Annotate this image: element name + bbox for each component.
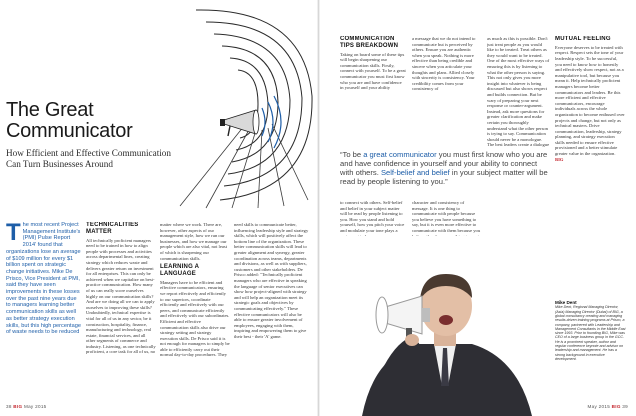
subhead-communication-tips: COMMUNICATION TIPS BREAKDOWN (340, 36, 399, 49)
subhead-learning-language: LEARNING A LANGUAGE (160, 264, 199, 277)
article-title (6, 100, 186, 142)
footer-brand-right: BIG (611, 404, 621, 409)
title-line-1: The Great (6, 99, 94, 121)
bio-text: Mike Dent, Regional Managing Director, (Asia) Managing Director (Dubai) of BIG, a global consultancy creating and managing results-driven training programs at Prisco, a company, partnered with Leadership and Management Consultants in the Middle East since 1993. Prior to founding BIG, Mike was CEO of a large business group in the GCC. He is a prominent speaker, author and regular conference keynote and advisor on leadership and management. He has a strong background in executive development. (555, 305, 626, 361)
lead-text: he most recent Project Management Institute's (PMI) Pulse Report 2014' found that organizations lose an average of $109 million for every $1 billion spent on strategic change initiatives. Mike De Prisco, Vice President at PMI, said they have seen improvements in these losses over the past nine years due to managers learning better communication skills as well as better strategy execution skills, but this high percentage of waste needs to be reduced (6, 222, 81, 336)
body-paragraph: as much as this is possible. Don't just treat people as you would like to be treated. Treat others as they would want to be treated. One of the most effective ways of ensuring this is by listening to what the other person is saying. This not only gives you more insight into whatever is being discussed but also shows respect and builds connection. But be wary of preparing your next response or counter-argument. Instead, ask more questions for greater clarification and make certain you thoroughly understand what the other person is trying to say. Communication should never be a monologue. The best leaders create a dialogue (487, 36, 550, 148)
megaphone-photo (322, 236, 548, 416)
quote-end: in your subject matter will be read by people listening to you.” (340, 168, 548, 186)
footer-right (587, 404, 628, 409)
body-paragraph: matter where we work. There are, however, other aspects of our management style, how we run our businesses, and how we manage our people which are also vital, not least of which is sharpening our communication skills. (160, 222, 227, 261)
quote-open: “To be (340, 150, 364, 159)
body-column-2 (86, 222, 156, 402)
article-standfirst: How Efficient and Effective Communication Can Turn Businesses Around (6, 148, 171, 169)
body-column-4 (234, 222, 310, 402)
dropcap: T (6, 222, 21, 246)
body-paragraph (555, 45, 625, 162)
article-headline (6, 100, 186, 169)
body-paragraph: All technically proficient managers need to be trained in how to align people with processes and activities across departmental lines, creating strategy which reduces waste and delivers greater return on investment for all enterprises. This can only be achieved when we capitalize on best-practice communication. How many of us can really score ourselves highly on our communication skills? And are we doing all we can to apply ourselves to improving these skills? Undoubtedly, technical expertise is vital for all of us in any sector, be it construction, hospitality, finance, manufacturing and technology, real estate, financial services, and all other segments of commerce and industry. Listening, as one technically proficient, a core task for all of us, no (86, 237, 156, 355)
footer-month-right: May 2015 (587, 404, 611, 409)
right-column-1 (340, 36, 406, 148)
title-line-2: Communicator (6, 120, 133, 142)
body-column-3 (160, 222, 230, 402)
body-paragraph: Managers have to be efficient and effective communicators, ensuring we report effectively and efficiently to our superiors, coordinate efficiently and effectively with our peers, and communicate efficiently and effectively with our subordinates. Efficient and effective communication skills also drive our strategy setting and strategy execution skills. De Prisco said it is not enough for managers to simply be able to efficiently carry out their normal day-to-day procedures. They (160, 279, 230, 358)
quote-highlight-2: Self-belief and belief (380, 168, 450, 177)
quote-highlight-1: a great communicator (363, 150, 437, 159)
author-bio (555, 300, 627, 400)
lead-paragraph (6, 222, 81, 336)
right-column-2 (412, 36, 482, 148)
footer-month-left: May 2015 (23, 404, 47, 409)
subhead-mutual-feeling: MUTUAL FEELING (555, 36, 611, 42)
right-column-4 (555, 36, 625, 286)
body-paragraph: character and consistency of message. It is one thing to communicate with people because you believe you have something to say, but it is even more effective to communicate with them because you (412, 200, 481, 233)
footer-brand-left: BIG (13, 404, 23, 409)
footer-left (6, 404, 47, 409)
pull-quote (340, 150, 550, 186)
subhead-technicalities: TECHNICALITIES MATTER (86, 222, 139, 235)
body-paragraph: a message that we do not intend to communicate but is perceived by others. Ensure you are authentic when you speak. Nothing is more effective than being credible and sincere when you articulate your thoughts and plans. Allied closely with sincerity is consistency. Your credibility comes from your consistency of (412, 36, 476, 92)
body-paragraph: Taking on board some of these tips will begin sharpening our communication skills. Firstly, connect with yourself. To be a great communicator you must first know who you are and have confidence in yourself and your ability (340, 51, 406, 91)
body-paragraph: to connect with others. Self-belief and belief in your subject matter will be read by people listening to you. How you stand and hold yourself, how you pitch your voice and modulate your tone plays a (340, 200, 405, 233)
page-number-left: 38 (6, 404, 12, 409)
lead-column (6, 222, 81, 402)
right-column-3 (487, 36, 550, 148)
body-text: Everyone deserves to be treated with respect. Respect sets the tone of your leadership style. To be successful, you need to know how to honestly and effectively show respect, not as a manipulative tool, but because you mean it. Help technically proficient managers become better communicators and leaders. Be this more efficient and effective communicators, encourage individuals across the whole organization to become enthused over projects and change, but not only as technical masters. Drive communication, leadership, strategy planning, and strategy execution skills needed to ensure effective provisioned and a better stimulate greater value in the organization. (555, 44, 625, 157)
quote-middle: you must first know who you are and have confidence in yourself and your ability to connect with others. (340, 150, 548, 177)
brand-mark: BIG (555, 156, 564, 162)
page-gutter (317, 0, 320, 416)
bio-name: Mike Dent (555, 300, 577, 305)
page-number-right: 39 (622, 404, 628, 409)
body-paragraph: need skills to communicate better, influencing leadership style and strategy skills, which will positively affect the bottom line of the organization. These better communication skills will lead to greater alignment and synergy, greater coordination across teams, departments and divisions, as well as with suppliers, customers and other stakeholders. De Prisco added: "Technically proficient managers who are effective in speaking the language of senior executives can show how project-aligned with strategy and will help an organization meet its strategic goals and objectives by communicating effectively." These effective communicators will also be able to ensure greater involvement of employees, engaging with them, inspiring and empowering them to give their best - their 'A' game. (234, 222, 309, 339)
